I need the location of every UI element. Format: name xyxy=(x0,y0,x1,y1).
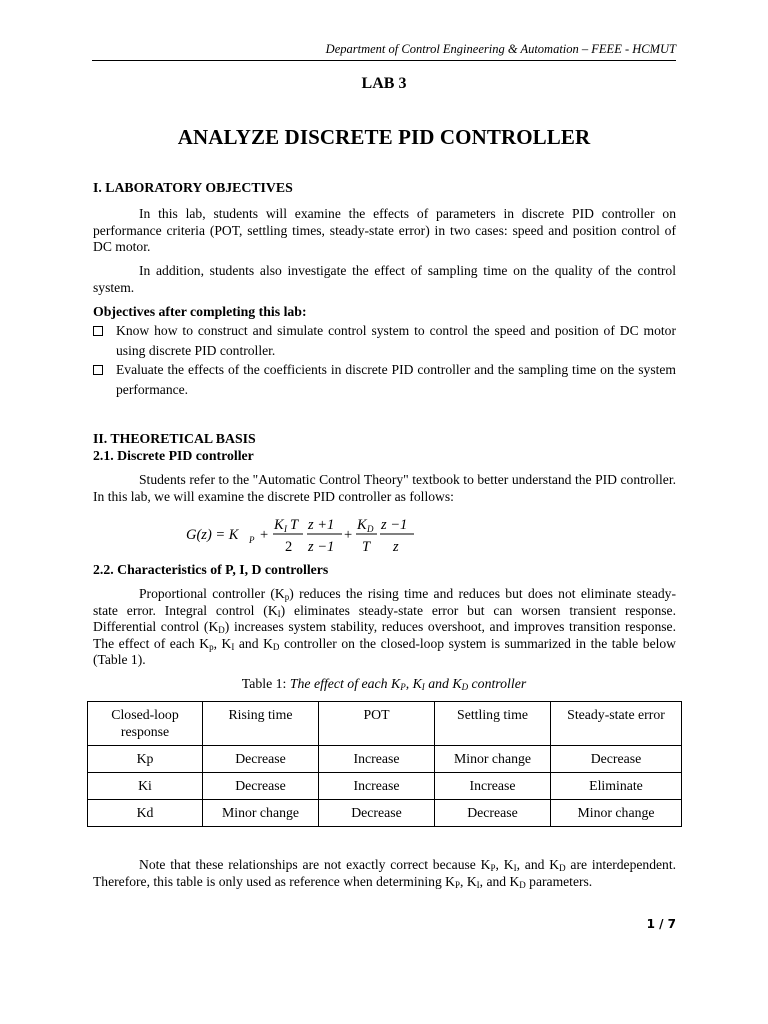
note-paragraph: Note that these relationships are not exactly correct because $K_P$, $K_I$, and $K_D$ are interdependent. Therefore, this table is only used as reference when determining $K_P$, $K_I$, and $K_D$ parameters. xyxy=(93,857,677,890)
section-heading-theory: II. THEORETICAL BASIS xyxy=(93,431,256,446)
objective-item-text: Know how to construct and simulate control system to control the speed and position of DC motor using discrete PID controller. xyxy=(116,323,676,358)
section-heading-objectives: I. LABORATORY OBJECTIVES xyxy=(93,180,293,195)
formula-kd-sub: D xyxy=(367,524,374,534)
checkbox-bullet-icon xyxy=(93,326,103,336)
table-cell: Increase xyxy=(319,746,435,773)
table-header-cell: Rising time xyxy=(203,702,319,746)
formula-ki-sub: I xyxy=(284,524,287,534)
formula-den-2: 2 xyxy=(285,539,293,555)
checkbox-bullet-icon xyxy=(93,365,103,375)
formula-ki: K xyxy=(274,517,284,533)
page-number: 1 / 7 xyxy=(646,917,676,931)
table-header-cell: Settling time xyxy=(435,702,551,746)
table-cell: Increase xyxy=(435,773,551,800)
page-title: ANALYZE DISCRETE PID CONTROLLER xyxy=(177,125,591,149)
pid-effects-table xyxy=(87,701,682,827)
formula-kd: K xyxy=(357,517,367,533)
header-rule xyxy=(92,60,676,61)
table-cell: Ki xyxy=(88,773,203,800)
objectives-paragraph-1: In this lab, students will examine the effects of parameters in discrete PID controller on performance criteria (POT, settling times, steady-state error) in two cases: speed and position control of DC motor. xyxy=(93,206,676,255)
table-cell: Minor change xyxy=(203,800,319,827)
formula-lhs-sub: P xyxy=(249,535,255,545)
formula-ki-t: T xyxy=(290,517,299,533)
table-header-row xyxy=(88,702,682,746)
formula-den-t: T xyxy=(362,539,371,555)
table-caption: Table 1: The effect of each $K_P$, $K_I$ and $K_D$ controller xyxy=(241,676,527,692)
formula-z-minus-1-num: z −1 xyxy=(381,517,408,533)
table-header-cell: Closed-loop response xyxy=(88,702,203,746)
objectives-subheading: Objectives after completing this lab: xyxy=(93,304,307,319)
table-cell: Decrease xyxy=(435,800,551,827)
objective-item xyxy=(93,360,676,400)
table-header-cell: Steady-state error xyxy=(551,702,682,746)
table-cell: Decrease xyxy=(203,746,319,773)
subsection-heading-discrete-pid: 2.1. Discrete PID controller xyxy=(93,448,254,463)
discrete-pid-paragraph: Students refer to the "Automatic Control Theory" textbook to better understand the PID controller. In this lab, we will examine the discrete PID controller as follows: xyxy=(93,472,676,504)
table-row xyxy=(88,746,682,773)
table-cell: Kp xyxy=(88,746,203,773)
header-department: Department of Control Engineering & Automation – FEEE - HCMUT xyxy=(325,42,676,56)
formula-den-z: z xyxy=(393,539,399,555)
objective-item xyxy=(93,321,676,361)
table-cell: Decrease xyxy=(551,746,682,773)
subsection-heading-characteristics: 2.2. Characteristics of P, I, D controllers xyxy=(93,562,329,577)
formula-z-plus-1: z +1 xyxy=(308,517,335,533)
characteristics-paragraph: Proportional controller $(K_p)$ reduces the rising time and reduces but does not eliminate steady-state error. Integral control $(K_I)$ eliminates steady-state error but can worsen transient response. Differential control $(K_D)$ increases system stability, reduces overshoot, and improves transition response. The effect of each $K_p$, $K_I$ and $K_D$ controller on the closed-loop system is summarized in the table below (Table 1). xyxy=(93,586,676,668)
formula-plus-1: + xyxy=(260,527,269,543)
table-cell: Decrease xyxy=(319,800,435,827)
table-row xyxy=(88,800,682,827)
table-cell: Minor change xyxy=(551,800,682,827)
table-cell: Eliminate xyxy=(551,773,682,800)
pid-transfer-function-formula xyxy=(186,512,426,556)
table-cell: Decrease xyxy=(203,773,319,800)
lab-number: LAB 3 xyxy=(361,75,407,92)
table-header-cell: POT xyxy=(319,702,435,746)
objective-item-text: Evaluate the effects of the coefficients in discrete PID controller and the sampling time on the system performance. xyxy=(116,362,676,397)
objectives-paragraph-2: In addition, students also investigate the effect of sampling time on the quality of the control system. xyxy=(93,263,676,295)
table-cell: Minor change xyxy=(435,746,551,773)
table-cell: Increase xyxy=(319,773,435,800)
formula-lhs: G(z) = K xyxy=(186,527,239,543)
table-cell: Kd xyxy=(88,800,203,827)
table-row xyxy=(88,773,682,800)
formula-plus-2: + xyxy=(344,527,353,543)
formula-z-minus-1: z −1 xyxy=(308,539,335,555)
